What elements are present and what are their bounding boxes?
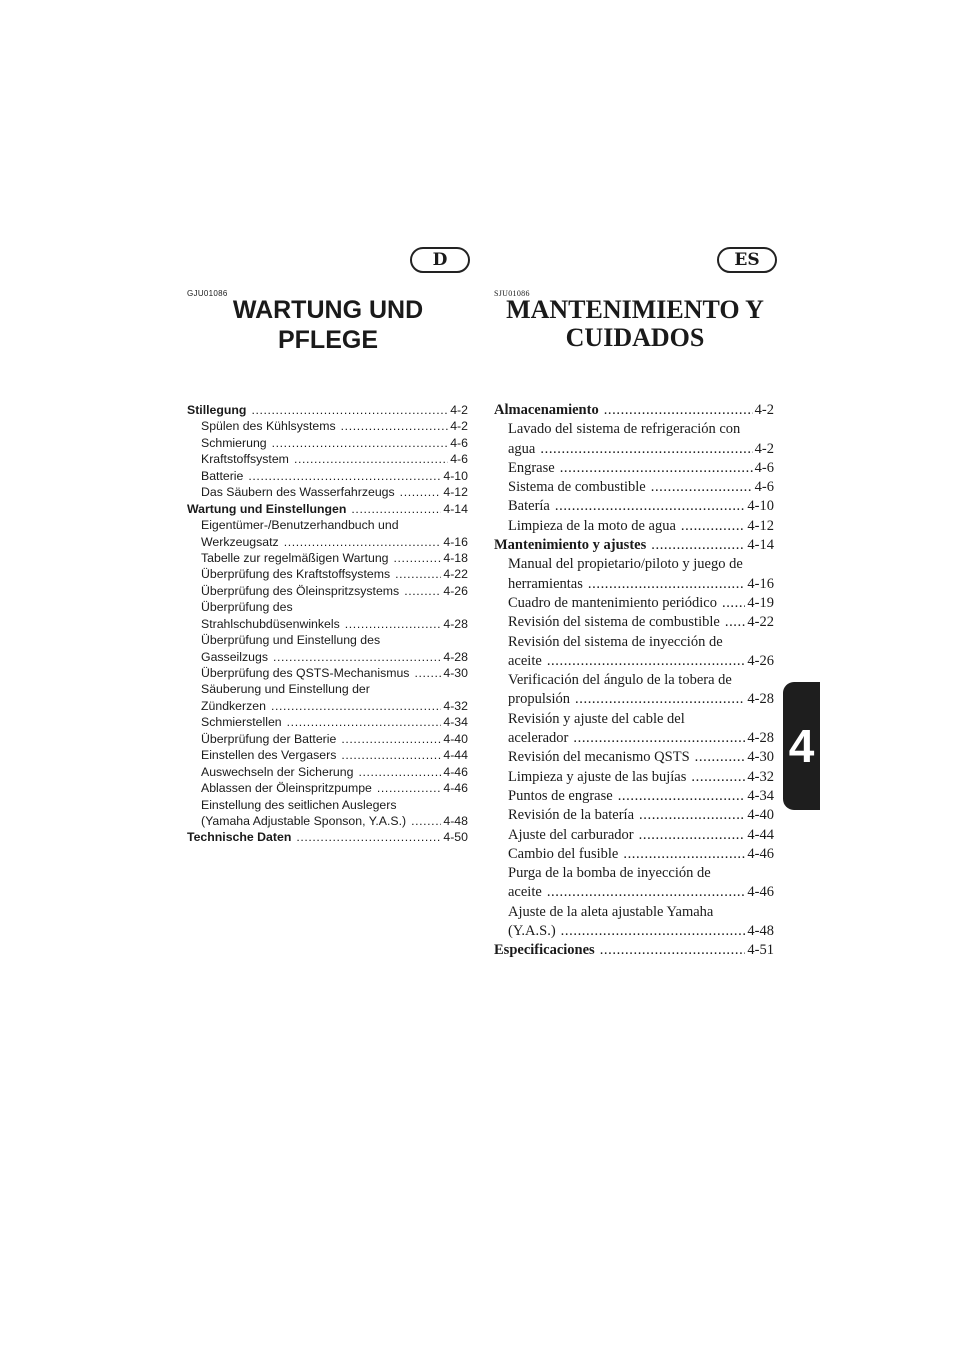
toc-entry-page: 4-51 (747, 942, 774, 959)
toc-leader-dots (547, 883, 746, 902)
toc-entry (187, 468, 468, 484)
toc-entry-title: Einstellung des seitlichen Auslegers (201, 797, 397, 812)
toc-entry-page: 4-16 (443, 534, 468, 549)
toc-leader-dots (345, 616, 442, 632)
toc-entry-title: Überprüfung des Öleinspritzsystems (201, 583, 400, 598)
section-code-de: GJU01086 (187, 289, 228, 298)
toc-entry-title: Ablassen der Öleinspritzpumpe (201, 781, 372, 796)
toc-entry-page: 4-40 (443, 731, 468, 746)
toc-leader-dots (560, 459, 753, 478)
toc-leader-dots (618, 787, 746, 806)
toc-entry-page: 4-46 (443, 764, 468, 779)
toc-entry-page: 4-44 (747, 826, 774, 843)
toc-entry-page: 4-28 (747, 691, 774, 708)
toc-entry-title: Mantenimiento y ajustes (494, 537, 647, 554)
toc-entry (187, 501, 468, 517)
toc-leader-dots (575, 690, 745, 709)
toc-entry-title: Gasseilzugs (201, 649, 268, 664)
toc-entry (187, 632, 468, 648)
toc-entry-title: Ajuste de la aleta ajustable Yamaha (508, 903, 714, 920)
toc-entry (494, 420, 774, 439)
chapter-tab (783, 682, 820, 810)
toc-entry-page: 4-10 (443, 468, 468, 483)
toc-entry-title: Limpieza de la moto de agua (508, 517, 676, 534)
toc-entry-title: Lavado del sistema de refrigeración con (508, 421, 741, 438)
toc-entry (187, 797, 468, 813)
toc-leader-dots (639, 806, 745, 825)
toc-entry-title: Purga de la bomba de inyección de (508, 865, 711, 882)
toc-entry-title: Engrase (508, 459, 555, 476)
toc-entry-title: Cambio del fusible (508, 845, 619, 862)
toc-leader-dots (540, 440, 752, 459)
toc-entry-page: 4-19 (747, 594, 774, 611)
toc-entry-title: Einstellen des Vergasers (201, 748, 337, 763)
toc-entry-page: 4-14 (443, 501, 468, 516)
toc-entry-page: 4-6 (450, 435, 468, 450)
toc-entry-page: 4-18 (443, 550, 468, 565)
toc-entry (187, 731, 468, 747)
toc-entry-title: agua (508, 440, 536, 457)
toc-entry (494, 478, 774, 497)
toc-entry (187, 764, 468, 780)
toc-entry-title: Almacenamiento (494, 402, 599, 418)
toc-leader-dots (547, 652, 746, 671)
toc-leader-dots (722, 594, 745, 613)
toc-entry (187, 534, 468, 550)
language-badge-es (717, 247, 777, 273)
toc-entry (187, 484, 468, 500)
chapter-title-de-line-2: PFLEGE (277, 326, 378, 354)
toc-entry-title: propulsión (508, 691, 571, 708)
toc-entry-title: Sistema de combustible (508, 479, 646, 496)
toc-entry (494, 826, 774, 845)
toc-entry-title: Manual del propietario/piloto y juego de (508, 556, 743, 573)
toc-entry (494, 517, 774, 536)
toc-entry (494, 922, 774, 941)
toc-entry-title: Batería (508, 498, 550, 515)
toc-entry-title: Revisión de la batería (508, 807, 635, 824)
language-code-de: D (432, 250, 448, 270)
toc-entry-title: Revisión del sistema de combustible (508, 614, 720, 631)
toc-leader-dots (651, 536, 745, 555)
toc-entry-title: acelerador (508, 730, 569, 747)
toc-entry-page: 4-28 (443, 649, 468, 664)
toc-entry-page: 4-14 (747, 537, 774, 554)
toc-entry-title: Revisión del sistema de inyección de (508, 633, 723, 650)
toc-entry (494, 594, 774, 613)
toc-leader-dots (639, 826, 746, 845)
toc-entry-page: 4-48 (747, 923, 774, 940)
toc-leader-dots (414, 665, 441, 681)
toc-entry (494, 845, 774, 864)
toc-entry-title: Stillegung (187, 403, 247, 417)
toc-entry (187, 616, 468, 632)
toc-entry-title: Eigentümer-/Benutzerhandbuch und (201, 518, 399, 533)
toc-leader-dots (404, 583, 441, 599)
toc-entry-page: 4-32 (747, 768, 774, 785)
toc-entry-page: 4-6 (754, 479, 774, 496)
toc-entry (494, 652, 774, 671)
toc-leader-dots (284, 534, 442, 550)
toc-leader-dots (573, 729, 745, 748)
toc-entry-title: Batterie (201, 468, 244, 483)
toc-entry-title: Verificación del ángulo de la tobera de (508, 672, 732, 689)
toc-entry-page: 4-26 (443, 583, 468, 598)
toc-leader-dots (400, 484, 442, 500)
language-badge-de (410, 247, 470, 273)
toc-leader-dots (358, 764, 441, 780)
toc-leader-dots (377, 780, 441, 796)
table-of-contents-de (187, 402, 468, 846)
toc-entry-page: 4-30 (443, 666, 468, 680)
toc-entry-title: Strahlschubdüsenwinkels (201, 616, 340, 631)
toc-entry-title: Das Säubern des Wasserfahrzeugs (201, 485, 395, 500)
table-of-contents-es (494, 401, 774, 961)
toc-entry-page: 4-12 (747, 517, 774, 534)
toc-entry-title: Revisión del mecanismo QSTS (508, 749, 690, 766)
toc-entry-title: Ajuste del carburador (508, 826, 634, 843)
toc-entry-page: 4-6 (450, 452, 468, 467)
toc-entry (494, 941, 774, 960)
toc-entry-page: 4-10 (747, 498, 774, 515)
toc-entry-page: 4-46 (443, 781, 468, 796)
toc-entry-page: 4-34 (443, 715, 468, 730)
toc-entry (187, 451, 468, 467)
section-code-es: SJU01086 (494, 289, 530, 298)
toc-entry-title: aceite (508, 884, 542, 901)
toc-entry (187, 599, 468, 615)
toc-entry (187, 747, 468, 763)
toc-leader-dots (341, 731, 441, 747)
toc-entry (187, 714, 468, 730)
toc-leader-dots (695, 748, 746, 767)
toc-entry-page: 4-2 (754, 402, 774, 418)
toc-entry-title: Revisión y ajuste del cable del (508, 710, 685, 727)
toc-entry-page: 4-28 (747, 730, 774, 747)
toc-leader-dots (296, 829, 441, 845)
toc-entry-title: (Yamaha Adjustable Sponson, Y.A.S.) (201, 813, 407, 828)
toc-entry-page: 4-46 (747, 884, 774, 901)
toc-leader-dots (395, 566, 441, 582)
toc-entry-title: herramientas (508, 575, 583, 592)
toc-entry-title: Zündkerzen (201, 698, 266, 713)
toc-entry (494, 633, 774, 652)
toc-entry (494, 729, 774, 748)
toc-entry-page: 4-32 (443, 698, 468, 713)
toc-entry-title: Limpieza y ajuste de las bujías (508, 768, 687, 785)
toc-entry (494, 690, 774, 709)
toc-entry-title: Überprüfung des (201, 600, 293, 615)
toc-entry-page: 4-16 (747, 575, 774, 592)
toc-leader-dots (287, 714, 442, 730)
toc-entry-title: Schmierstellen (201, 715, 282, 730)
toc-leader-dots (271, 698, 441, 714)
toc-entry-page: 4-44 (443, 748, 468, 763)
toc-leader-dots (251, 402, 448, 418)
toc-leader-dots (651, 478, 753, 497)
toc-leader-dots (561, 922, 746, 941)
toc-entry-page: 4-22 (443, 567, 468, 582)
toc-entry-title: Tabelle zur regelmäßigen Wartung (201, 550, 389, 565)
toc-leader-dots (411, 813, 441, 829)
toc-entry-page: 4-2 (754, 440, 774, 457)
toc-entry (187, 550, 468, 566)
toc-leader-dots (725, 613, 746, 632)
toc-leader-dots (272, 435, 449, 451)
toc-entry-title: (Y.A.S.) (508, 923, 556, 940)
toc-entry (187, 813, 468, 829)
toc-entry (494, 497, 774, 516)
toc-entry-page: 4-48 (443, 813, 468, 828)
toc-entry-title: Überprüfung der Batterie (201, 731, 337, 746)
toc-entry-title: Säuberung und Einstellung der (201, 682, 370, 697)
toc-entry (494, 864, 774, 883)
chapter-title-es-line-1: MANTENIMIENTO Y (506, 295, 764, 324)
language-code-es: ES (734, 250, 760, 270)
chapter-title-es-line-2: CUIDADOS (565, 323, 705, 353)
toc-leader-dots (555, 497, 746, 516)
toc-entry (494, 575, 774, 594)
toc-entry-title: Auswechseln der Sicherung (201, 764, 354, 779)
toc-leader-dots (341, 747, 441, 763)
toc-entry (494, 671, 774, 690)
toc-entry (187, 649, 468, 665)
toc-entry (187, 698, 468, 714)
toc-entry (494, 710, 774, 729)
toc-entry (494, 555, 774, 574)
toc-entry (187, 665, 468, 681)
toc-entry-page: 4-40 (747, 807, 774, 824)
toc-entry (494, 883, 774, 902)
toc-entry-title: Kraftstoffsystem (201, 452, 289, 467)
toc-leader-dots (623, 845, 745, 864)
toc-leader-dots (600, 941, 746, 960)
toc-entry (494, 613, 774, 632)
toc-entry-title: Especificaciones (494, 942, 595, 959)
chapter-title-de-line-1: WARTUNG UND (232, 296, 424, 324)
toc-entry-page: 4-30 (747, 749, 774, 766)
chapter-tab-number: 4 (788, 720, 815, 772)
toc-entry-title: Überprüfung des Kraftstoffsystems (201, 567, 391, 582)
toc-entry-title: Technische Daten (187, 830, 292, 845)
toc-entry (494, 903, 774, 922)
toc-leader-dots (691, 768, 745, 787)
toc-leader-dots (248, 468, 441, 484)
toc-entry (494, 768, 774, 787)
toc-entry-page: 4-2 (450, 419, 468, 434)
toc-entry-page: 4-46 (747, 845, 774, 862)
toc-entry-page: 4-26 (747, 652, 774, 669)
toc-entry-title: Überprüfung und Einstellung des (201, 633, 381, 648)
toc-entry-title: Schmierung (201, 435, 267, 450)
toc-entry (494, 440, 774, 459)
toc-entry (187, 829, 468, 845)
toc-entry-page: 4-6 (754, 459, 774, 476)
toc-leader-dots (604, 401, 753, 420)
toc-entry (187, 583, 468, 599)
toc-entry (187, 681, 468, 697)
toc-entry (187, 418, 468, 434)
toc-entry (494, 787, 774, 806)
toc-entry (187, 517, 468, 533)
toc-leader-dots (294, 451, 448, 467)
toc-leader-dots (273, 649, 441, 665)
toc-entry (187, 402, 468, 418)
toc-entry (494, 401, 774, 420)
toc-entry (187, 566, 468, 582)
toc-entry-title: Werkzeugsatz (201, 534, 279, 549)
toc-leader-dots (588, 575, 746, 594)
toc-entry-title: Spülen des Kühlsystems (201, 419, 336, 434)
toc-entry (187, 780, 468, 796)
toc-leader-dots (341, 418, 449, 434)
toc-entry-title: Überprüfung des QSTS-Mechanismus (201, 666, 410, 680)
toc-entry-page: 4-2 (450, 403, 468, 417)
chapter-title-es (494, 296, 776, 352)
toc-entry-page: 4-50 (443, 830, 468, 845)
toc-entry (187, 435, 468, 451)
toc-entry-title: Cuadro de mantenimiento periódico (508, 594, 717, 611)
toc-entry-page: 4-28 (443, 616, 468, 631)
toc-entry (494, 806, 774, 825)
toc-entry (494, 536, 774, 555)
toc-entry (494, 748, 774, 767)
toc-leader-dots (394, 550, 442, 566)
toc-entry (494, 459, 774, 478)
toc-entry-page: 4-22 (747, 614, 774, 631)
toc-entry-page: 4-12 (443, 485, 468, 500)
toc-entry-title: Wartung und Einstellungen (187, 501, 347, 516)
chapter-title-de (187, 295, 469, 355)
toc-leader-dots (681, 517, 746, 536)
toc-entry-title: aceite (508, 652, 542, 669)
toc-entry-page: 4-34 (747, 787, 774, 804)
toc-entry-title: Puntos de engrase (508, 787, 613, 804)
toc-leader-dots (351, 501, 441, 517)
